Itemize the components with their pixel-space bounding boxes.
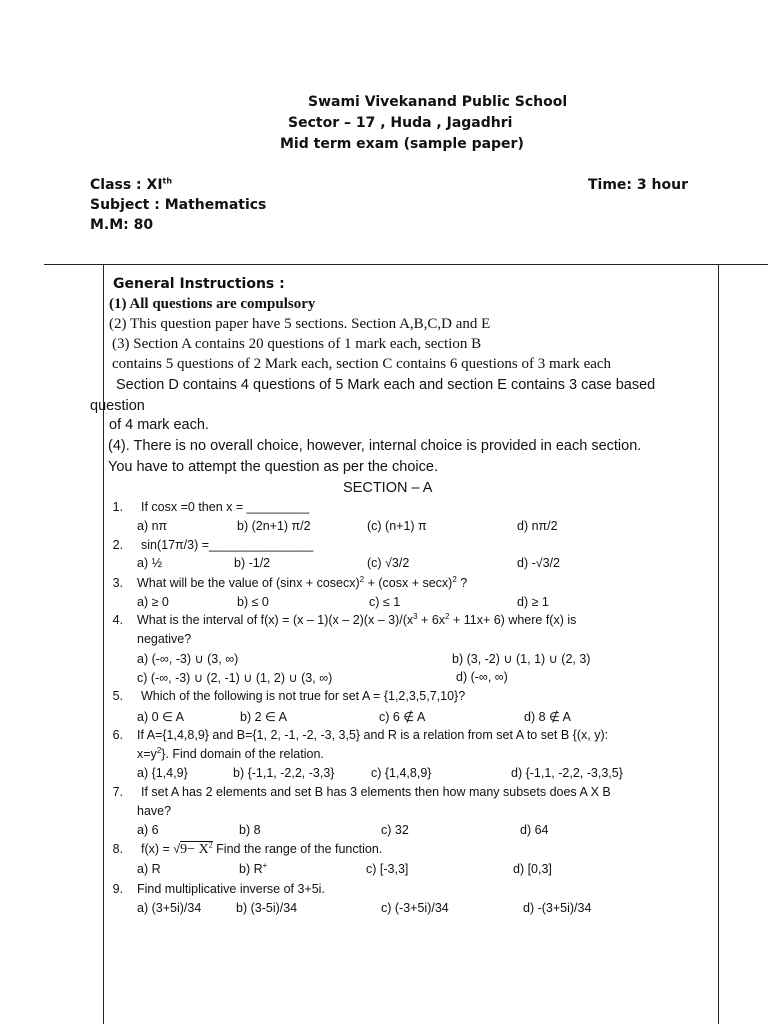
instruction-8: (4). There is no overall choice, however, internal choice is provided in each section. — [108, 438, 642, 454]
text-part: 9− X — [180, 842, 209, 857]
option-c: c) 6 ∉ A — [379, 710, 426, 724]
option-c: c) {1,4,8,9} — [371, 766, 432, 780]
option-d: d) (-∞, ∞) — [456, 670, 508, 684]
question-text: If set A has 2 elements and set B has 3 elements then how many subsets does A X B — [141, 785, 611, 799]
question-4-continued: negative? — [137, 632, 192, 646]
option-b — [239, 862, 267, 876]
text-part: Find the range of the function. — [212, 842, 383, 856]
option-a: a) 6 — [137, 823, 159, 837]
superscript: 2 — [445, 611, 450, 621]
question-number: 3. — [112, 576, 123, 590]
exam-time: Time: 3 hour — [588, 177, 688, 193]
box-top-rule — [44, 264, 768, 265]
text-part: b) R — [239, 862, 263, 876]
instruction-4: contains 5 questions of 2 Mark each, section C contains 6 questions of 3 mark each — [112, 356, 612, 372]
option-a: a) (-∞, -3) ∪ (3, ∞) — [137, 652, 239, 666]
option-b: b) (2n+1) π/2 — [237, 519, 311, 533]
question-number: 1. — [112, 500, 123, 514]
option-c: c) ≤ 1 — [369, 595, 401, 609]
option-d: d) nπ/2 — [517, 519, 558, 533]
option-d: d) [0,3] — [513, 862, 552, 876]
question-text: If A={1,4,8,9} and B={1, 2, -1, -2, -3, 3,5} and R is a relation from set A to set B {(x, y): — [137, 728, 609, 742]
superscript: + — [262, 860, 268, 870]
text-part: + 11x+ 6) where f(x) is — [449, 613, 577, 627]
question-number: 7. — [112, 785, 123, 799]
max-marks: M.M: 80 — [90, 217, 154, 233]
question-text — [137, 613, 576, 627]
option-b: b) -1/2 — [234, 556, 271, 570]
option-a: a) R — [137, 862, 161, 876]
radicand — [180, 841, 213, 857]
option-c: c) [-3,3] — [366, 862, 409, 876]
school-address: Sector – 17 , Huda , Jagadhri — [288, 115, 513, 131]
class-suffix: th — [162, 176, 173, 186]
superscript: 2 — [156, 745, 162, 755]
text-part: }. Find domain of the relation. — [161, 747, 324, 761]
option-a: a) nπ — [137, 519, 168, 533]
subject: Subject : Mathematics — [90, 197, 267, 213]
school-name: Swami Vivekanand Public School — [308, 94, 568, 110]
question-number: 9. — [112, 882, 123, 896]
superscript: 2 — [208, 840, 213, 850]
question-text — [137, 576, 467, 590]
class-label: Class : XI — [90, 177, 163, 193]
text-part: ? — [456, 576, 468, 590]
sqrt-icon: √ — [173, 842, 181, 856]
instruction-1: (1) All questions are compulsory — [109, 296, 316, 312]
option-a: a) ½ — [137, 556, 163, 570]
box-right-rule — [718, 264, 719, 1024]
option-d: d) -√3/2 — [517, 556, 560, 570]
option-c: c) (-∞, -3) ∪ (2, -1) ∪ (1, 2) ∪ (3, ∞) — [137, 671, 333, 685]
option-c: (c) (n+1) π — [367, 519, 427, 533]
instruction-5: Section D contains 4 questions of 5 Mark each and section E contains 3 case based — [116, 377, 656, 393]
text-part: What will be the value of (sinx + cosecx) — [137, 576, 360, 590]
question-7-continued: have? — [137, 804, 172, 818]
text-part: + (cosx + secx) — [364, 576, 453, 590]
question-number: 5. — [112, 689, 123, 703]
superscript: 2 — [452, 574, 457, 584]
option-b: b) (3-5i)/34 — [236, 901, 298, 915]
option-d: d) 8 ∉ A — [524, 710, 572, 724]
option-b: b) (3, -2) ∪ (1, 1) ∪ (2, 3) — [452, 652, 591, 666]
instruction-6: question — [90, 398, 145, 414]
box-left-rule — [103, 264, 104, 1024]
option-d: d) ≥ 1 — [517, 595, 549, 609]
class-info — [90, 177, 172, 193]
option-a: a) (3+5i)/34 — [137, 901, 202, 915]
text-part: x=y — [137, 747, 157, 761]
question-number: 4. — [112, 613, 123, 627]
question-text: If cosx =0 then x = _________ — [141, 500, 310, 514]
question-number: 6. — [112, 728, 123, 742]
question-number: 2. — [112, 538, 123, 552]
option-a: a) {1,4,9} — [137, 766, 188, 780]
question-text: Which of the following is not true for set A = {1,2,3,5,7,10}? — [141, 689, 466, 703]
text-part: + 6x — [417, 613, 446, 627]
question-text — [141, 842, 382, 858]
option-b: b) 2 ∈ A — [240, 710, 288, 724]
instruction-9: You have to attempt the question as per the choice. — [108, 459, 438, 475]
option-a: a) ≥ 0 — [137, 595, 169, 609]
question-6-continued — [137, 747, 324, 761]
text-part: What is the interval of f(x) = (x – 1)(x – 2)(x – 3)/(x — [137, 613, 414, 627]
option-b: b) ≤ 0 — [237, 595, 269, 609]
option-d: d) {-1,1, -2,2, -3,3,5} — [511, 766, 623, 780]
section-a-title: SECTION – A — [343, 480, 433, 496]
exam-title: Mid term exam (sample paper) — [280, 136, 524, 152]
superscript: 2 — [359, 574, 365, 584]
option-c: c) (-3+5i)/34 — [381, 901, 449, 915]
option-d: d) 64 — [520, 823, 549, 837]
question-text: sin(17π/3) =_______________ — [141, 538, 314, 552]
instruction-7: of 4 mark each. — [109, 417, 209, 433]
instruction-2: (2) This question paper have 5 sections. Section A,B,C,D and E — [109, 316, 491, 332]
question-number: 8. — [112, 842, 123, 856]
option-b: b) 8 — [239, 823, 261, 837]
text-part: f(x) = — [141, 842, 174, 856]
option-a: a) 0 ∈ A — [137, 710, 185, 724]
question-text: Find multiplicative inverse of 3+5i. — [137, 882, 325, 896]
option-c: c) 32 — [381, 823, 409, 837]
instructions-heading: General Instructions : — [113, 276, 285, 292]
option-d: d) -(3+5i)/34 — [523, 901, 592, 915]
option-b: b) {-1,1, -2,2, -3,3} — [233, 766, 335, 780]
instruction-3: (3) Section A contains 20 questions of 1 mark each, section B — [112, 336, 482, 352]
superscript: 3 — [413, 611, 418, 621]
option-c: (c) √3/2 — [367, 556, 410, 570]
